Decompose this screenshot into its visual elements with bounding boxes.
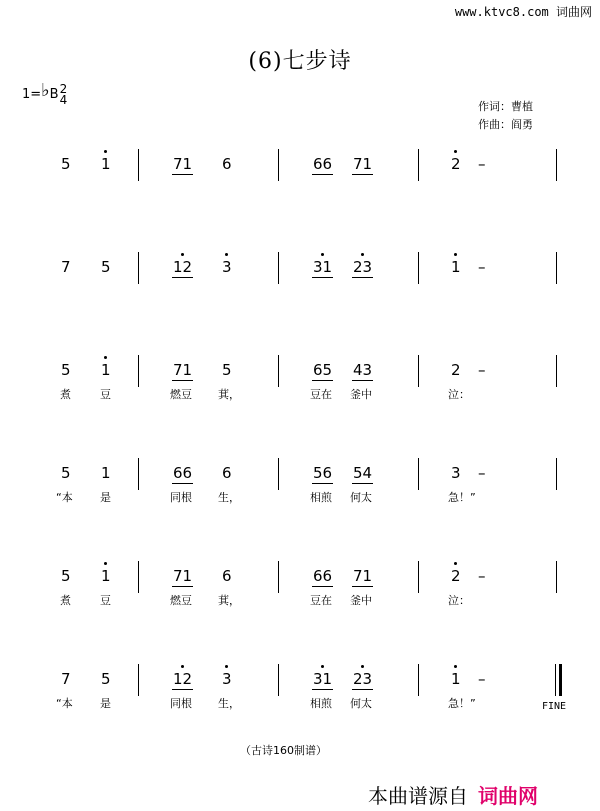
- note-group: [172, 670, 193, 690]
- lyric: 燃豆: [170, 594, 192, 607]
- time-signature: [59, 81, 68, 107]
- score-row: [0, 567, 600, 617]
- note: 5: [101, 670, 111, 688]
- lyric: 煮: [60, 594, 71, 607]
- lyric: 燃豆: [170, 388, 192, 401]
- bar-line: [278, 664, 279, 696]
- key-note: B: [49, 87, 59, 102]
- note: 3: [451, 464, 461, 482]
- note-high: 1: [451, 670, 461, 688]
- dash: –: [478, 464, 486, 482]
- beamed-notes: 71: [353, 567, 373, 585]
- beamed-notes: 56: [313, 464, 333, 482]
- bar-line: [418, 149, 419, 181]
- bar-line: [138, 664, 139, 696]
- lyric: 豆在: [310, 594, 332, 607]
- note-high: 3: [222, 258, 232, 276]
- dash: –: [478, 258, 486, 276]
- note-group: [352, 258, 373, 278]
- bar-line: [138, 252, 139, 284]
- bar-line: [418, 458, 419, 490]
- note-group: [312, 464, 333, 482]
- dash: –: [478, 567, 486, 585]
- bar-line: [278, 561, 279, 593]
- beamed-notes: 54: [353, 464, 373, 482]
- beamed-notes: 23: [353, 670, 373, 688]
- note: 6: [222, 464, 232, 482]
- note: [101, 361, 111, 379]
- beamed-notes: 66: [313, 567, 333, 585]
- lyric: 萁，: [218, 594, 240, 607]
- note-group: [312, 670, 333, 690]
- lyricist-credit: 作词：曹植: [478, 100, 533, 113]
- note-high: 1: [451, 258, 461, 276]
- source-text: 本曲谱源自: [368, 784, 468, 808]
- lyric: 生，: [218, 491, 240, 504]
- watermark: www.ktvc8.com 词曲网: [454, 5, 592, 19]
- note: 6: [222, 155, 232, 173]
- beamed-notes: 23: [353, 258, 373, 276]
- beamed-notes: 31: [313, 670, 333, 688]
- key-signature: [22, 82, 67, 106]
- dash: –: [478, 670, 486, 688]
- lyric: 是: [100, 697, 111, 710]
- note-group: [312, 361, 333, 379]
- footer-note: （古诗160制谱）: [240, 744, 327, 757]
- bar-line: [138, 561, 139, 593]
- bar-line: [138, 149, 139, 181]
- score-row: [0, 361, 600, 411]
- note: 5: [61, 155, 71, 173]
- bar-line: [556, 355, 557, 387]
- lyric: 煮: [60, 388, 71, 401]
- lyric: “本: [56, 491, 73, 504]
- note-group: [172, 155, 193, 173]
- lyric: 同根: [170, 697, 192, 710]
- beamed-notes: 12: [173, 670, 193, 688]
- beamed-notes: 71: [173, 567, 193, 585]
- source-line: [368, 780, 538, 809]
- lyric: 泣：: [448, 388, 470, 401]
- note: 5: [61, 464, 71, 482]
- flat-sign: ♭: [41, 80, 50, 101]
- note: [451, 567, 461, 585]
- lyric: 相煎: [310, 697, 332, 710]
- composer-credit: 作曲：阎勇: [478, 118, 533, 131]
- dash: –: [478, 361, 486, 379]
- note-group: [172, 258, 193, 278]
- lyric: 同根: [170, 491, 192, 504]
- beamed-notes: 31: [313, 258, 333, 276]
- beamed-notes: 71: [173, 155, 193, 173]
- note: [451, 670, 461, 688]
- score-row: [0, 464, 600, 514]
- bar-line: [418, 252, 419, 284]
- song-title: (6)七步诗: [248, 49, 352, 74]
- note: [101, 155, 111, 173]
- note: 5: [101, 258, 111, 276]
- bar-line: [278, 458, 279, 490]
- bar-line: [418, 664, 419, 696]
- beamed-notes: 12: [173, 258, 193, 276]
- note: 5: [222, 361, 232, 379]
- source-brand: 词曲网: [478, 784, 538, 808]
- lyric: 萁，: [218, 388, 240, 401]
- note-group: [312, 155, 333, 173]
- note-group: [352, 670, 373, 690]
- lyric: 釜中: [350, 594, 372, 607]
- note-group: [352, 361, 373, 379]
- note: [451, 155, 461, 173]
- note-group: [172, 361, 193, 379]
- score-row: [0, 258, 600, 308]
- beamed-notes: 71: [353, 155, 373, 173]
- beamed-notes: 71: [173, 361, 193, 379]
- lyric: 何太: [350, 491, 372, 504]
- note-high: 2: [451, 155, 461, 173]
- lyric: 釜中: [350, 388, 372, 401]
- note-group: [172, 567, 193, 585]
- dash: –: [478, 155, 486, 173]
- note: 2: [451, 361, 461, 379]
- note-high: 3: [222, 670, 232, 688]
- note: 5: [61, 361, 71, 379]
- bar-line: [278, 149, 279, 181]
- note-group: [352, 567, 373, 585]
- lyric: 豆: [100, 594, 111, 607]
- note-high: 2: [451, 567, 461, 585]
- note: [222, 258, 232, 276]
- beamed-notes: 65: [313, 361, 333, 379]
- bar-line: [418, 561, 419, 593]
- bar-line: [278, 355, 279, 387]
- lyric: 何太: [350, 697, 372, 710]
- beamed-notes: 43: [353, 361, 373, 379]
- key-prefix: 1=: [22, 87, 42, 102]
- bar-line: [278, 252, 279, 284]
- bar-line: [138, 458, 139, 490]
- note-group: [352, 464, 373, 482]
- lyric: 急！”: [448, 491, 476, 504]
- fine-mark: FINE: [542, 701, 567, 712]
- bar-line: [556, 458, 557, 490]
- lyric: 豆: [100, 388, 111, 401]
- note: [222, 670, 232, 688]
- beamed-notes: 66: [173, 464, 193, 482]
- beamed-notes: 66: [313, 155, 333, 173]
- note: 6: [222, 567, 232, 585]
- note-high: 1: [101, 361, 111, 379]
- note-group: [172, 464, 193, 482]
- note-high: 1: [101, 155, 111, 173]
- note: [101, 567, 111, 585]
- note-group: [312, 258, 333, 278]
- note-group: [312, 567, 333, 585]
- bar-line: [556, 149, 557, 181]
- note-high: 1: [101, 567, 111, 585]
- lyric: 生，: [218, 697, 240, 710]
- time-top: 2: [59, 81, 68, 96]
- bar-line: [556, 252, 557, 284]
- note: 7: [61, 670, 71, 688]
- final-bar-thick: [559, 664, 562, 696]
- lyric: 急！”: [448, 697, 476, 710]
- bar-line: [138, 355, 139, 387]
- note: 1: [101, 464, 111, 482]
- final-bar-thin: [555, 664, 556, 696]
- bar-line: [556, 561, 557, 593]
- score-row: [0, 670, 600, 720]
- lyric: “本: [56, 697, 73, 710]
- note: 7: [61, 258, 71, 276]
- lyric: 是: [100, 491, 111, 504]
- lyric: 豆在: [310, 388, 332, 401]
- note: 5: [61, 567, 71, 585]
- note-group: [352, 155, 373, 173]
- bar-line: [418, 355, 419, 387]
- score-row: [0, 155, 600, 205]
- note: [451, 258, 461, 276]
- lyric: 泣：: [448, 594, 470, 607]
- time-bottom: 4: [59, 92, 68, 107]
- lyric: 相煎: [310, 491, 332, 504]
